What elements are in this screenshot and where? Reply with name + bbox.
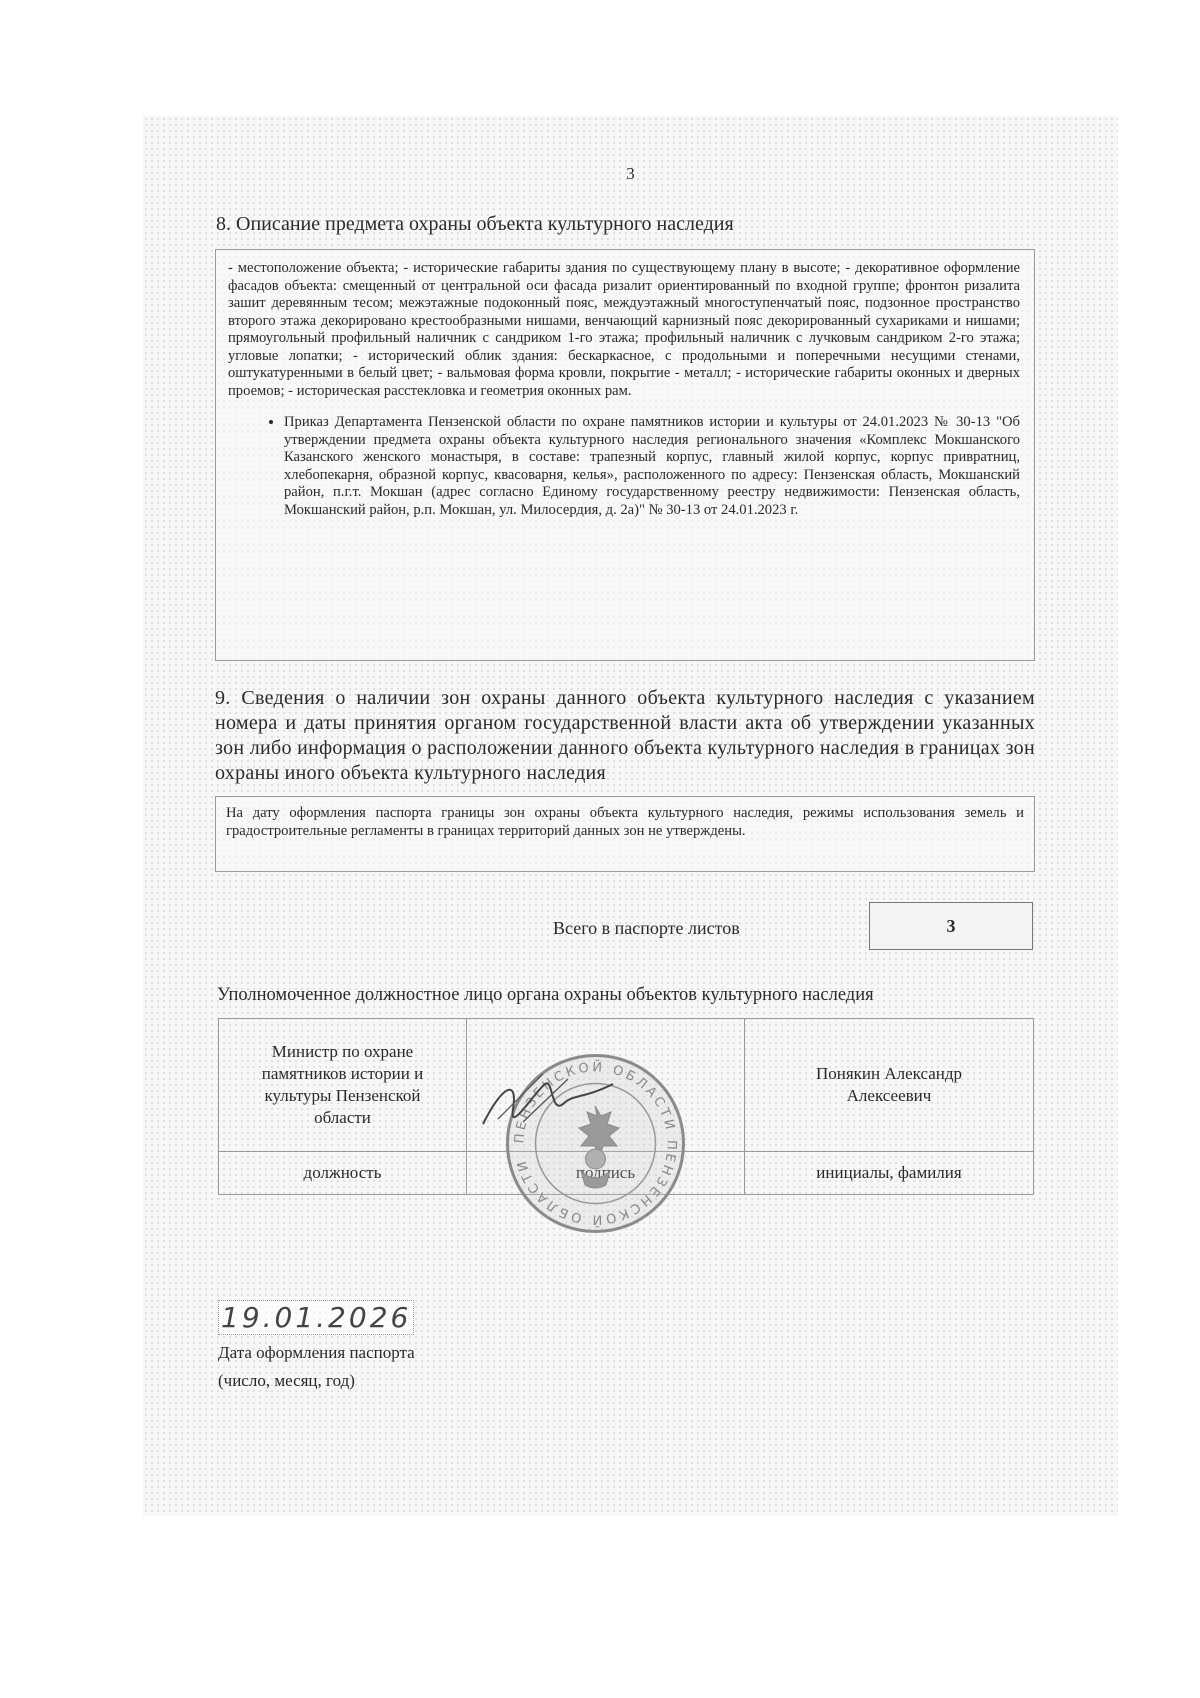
protection-zones-box — [215, 796, 1035, 872]
section-9-title: 9. Сведения о наличии зон охраны данного объекта культурного наследия с указанием номера и даты принятия органом государственной власти акта об утверждении указанных зон либо информация о расположении данного объекта культурного наследия в границах зон охраны иного объекта культурного наследия — [215, 687, 1035, 784]
legal-documents-list — [228, 414, 1020, 519]
official-name: Понякин Александр Алексеевич — [745, 1019, 1034, 1152]
position-caption: должность — [219, 1152, 467, 1195]
issue-date-block — [218, 1300, 415, 1395]
signature-drawing — [473, 1064, 623, 1144]
official-position: Министр по охране памятников истории и культуры Пензенской области — [219, 1019, 467, 1152]
page-number: 3 — [626, 164, 635, 183]
protection-zones-text: На дату оформления паспорта границы зон охраны объекта культурного наследия, режимы использования земель и градостроительные регламенты в границах территорий данных зон не утверждены. — [226, 805, 1024, 839]
name-caption: инициалы, фамилия — [745, 1152, 1034, 1195]
section-8-title: 8. Описание предмета охраны объекта культурного наследия — [216, 213, 734, 235]
sheets-count-label: Всего в паспорте листов — [553, 918, 740, 938]
protection-subject-box — [215, 249, 1035, 661]
official-heading: Уполномоченное должностное лицо органа охраны объектов культурного наследия — [217, 985, 874, 1005]
document-page — [143, 116, 1118, 1516]
protection-subject-description: - местоположение объекта; - исторические габариты здания по существующему плану в высоте; - декоративное оформление фасадов объекта: смещенный от центральной оси фасада ризалит ориентированный по входной группе; фронтон ризалита зашит деревянным тесом; межэтажные подоконный пояс, междуэтажный многоступенчатый пояс, подзонное пространство второго этажа декорировано крестообразными нишами, венчающий карнизный пояс декорированный сухариками и нишами; прямоугольный профильный наличник с сандриком 1-го этажа; профильный наличник с лучковым сандриком 2-го этажа; угловые лопатки; - исторический облик здания: бескаркасное, с продольными и поперечными несущими стенами, оштукатуренными в белый цвет; - вальмовая форма кровли, покрытие - металл; - исторические габариты оконных и дверных проемов; - историческая расстекловка и геометрия оконных рам. — [228, 260, 1020, 399]
issue-date-caption: Дата оформления паспорта (число, месяц, год) — [218, 1343, 415, 1390]
svg-text:ПЕНЗЕНСКОЙ ОБЛАСТИ ПЕНЗЕНСКОЙ: ПЕНЗЕНСКОЙ ОБЛАСТИ ПЕНЗЕНСКОЙ ОБЛАСТИ — [512, 1060, 679, 1227]
issue-date-value: 19.01.2026 — [218, 1300, 414, 1335]
sheets-count-value: 3 — [869, 902, 1033, 950]
legal-document-item: • Приказ Департамента Пензенской области по охране памятников истории и культуры от 24.01.2023 № 30-13 "Об утверждении предмета охраны объекта культурного наследия регионального значения «Комплекс Мокшанского Казанского женского монастыря, в составе: трапезный корпус, главный жилой корпус, корпус привратниц, хлебопекарня, образной корпус, квасоварня, келья», расположенного по адресу: Пензенская область, Мокшанский район, п.г.т. Мокшан (адрес согласно Единому государственному реестру недвижимости: Пензенская область, Мокшанский район, р.п. Мокшан, ул. Милосердия, д. 2а)" № 30-13 от 24.01.2023 г. — [284, 414, 1020, 519]
